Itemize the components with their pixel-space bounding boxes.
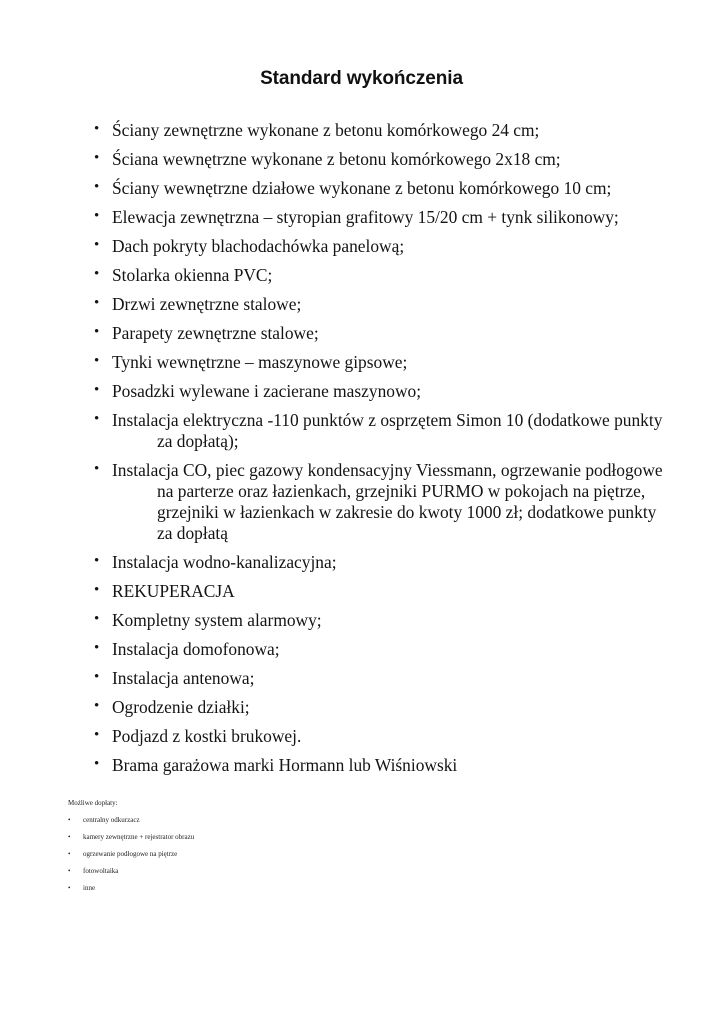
- list-item-text: Kompletny system alarmowy;: [112, 610, 322, 630]
- bullet-icon: •: [94, 640, 100, 656]
- list-item-text: Instalacja wodno-kanalizacyjna;: [112, 552, 337, 572]
- list-item: [92, 352, 692, 373]
- list-item: [92, 726, 692, 747]
- list-item-text: Instalacja CO, piec gazowy kondensacyjny Viessmann, ogrzewanie podłogowe: [112, 460, 663, 480]
- list-item-text: Drzwi zewnętrzne stalowe;: [112, 294, 302, 314]
- extra-list-item-text: kamery zewnętrzne + rejestrator obrazu: [83, 833, 195, 841]
- list-item-text: Parapety zewnętrzne stalowe;: [112, 323, 319, 343]
- list-item: [92, 610, 692, 631]
- extra-list-item: [68, 867, 194, 876]
- list-item-text: Instalacja elektryczna -110 punktów z osprzętem Simon 10 (dodatkowe punkty: [112, 410, 663, 430]
- list-item-text: Ogrodzenie działki;: [112, 697, 250, 717]
- bullet-icon: •: [94, 237, 100, 253]
- list-item-text: Podjazd z kostki brukowej.: [112, 726, 302, 746]
- list-item: [92, 410, 692, 452]
- bullet-icon: •: [94, 727, 100, 743]
- list-item-text: Brama garażowa marki Hormann lub Wiśniowski: [112, 755, 458, 775]
- bullet-icon: •: [94, 208, 100, 224]
- list-item-continuation: grzejniki w łazienkach w zakresie do kwoty 1000 zł; dodatkowe punkty: [157, 502, 657, 522]
- bullet-icon: •: [94, 150, 100, 166]
- bullet-icon: •: [68, 816, 71, 824]
- list-item-text: Ściany zewnętrzne wykonane z betonu komórkowego 24 cm;: [112, 120, 540, 140]
- bullet-icon: •: [94, 611, 100, 627]
- list-item: [92, 381, 692, 402]
- bullet-icon: •: [94, 295, 100, 311]
- bullet-icon: •: [68, 867, 71, 875]
- list-item: [92, 755, 692, 776]
- list-item-text: Tynki wewnętrzne – maszynowe gipsowe;: [112, 352, 408, 372]
- list-item: [92, 460, 692, 544]
- extra-list-item-text: fotowoltaika: [83, 867, 119, 875]
- extra-list-item-text: inne: [83, 884, 96, 892]
- list-item: [92, 149, 692, 170]
- extra-list-item-text: ogrzewanie podłogowe na piętrze: [83, 850, 178, 858]
- list-item: [92, 323, 692, 344]
- list-item: [92, 668, 692, 689]
- list-item: [92, 120, 692, 141]
- list-item-text: Stolarka okienna PVC;: [112, 265, 273, 285]
- extra-list-item: [68, 884, 194, 893]
- list-item: [92, 581, 692, 602]
- optional-extras-heading: Możliwe dopłaty:: [68, 799, 118, 807]
- list-item-text: Posadzki wylewane i zacierane maszynowo;: [112, 381, 422, 401]
- optional-extras-section: [68, 799, 194, 901]
- list-item: [92, 207, 692, 228]
- list-item: [92, 265, 692, 286]
- bullet-icon: •: [94, 461, 100, 477]
- page-title: Standard wykończenia: [260, 68, 463, 89]
- bullet-icon: •: [94, 411, 100, 427]
- bullet-icon: •: [68, 833, 71, 841]
- bullet-icon: •: [94, 179, 100, 195]
- bullet-icon: •: [94, 121, 100, 137]
- list-item: [92, 552, 692, 573]
- list-item-continuation: na parterze oraz łazienkach, grzejniki PURMO w pokojach na piętrze,: [157, 481, 646, 501]
- list-item-text: REKUPERACJA: [112, 581, 235, 601]
- extra-list-item: [68, 816, 194, 825]
- list-item-continuation: za dopłatą: [157, 523, 228, 543]
- list-item-text: Dach pokryty blachodachówka panelową;: [112, 236, 405, 256]
- extra-list-item: [68, 850, 194, 859]
- bullet-icon: •: [94, 698, 100, 714]
- list-item-text: Instalacja antenowa;: [112, 668, 255, 688]
- optional-extras-list: [68, 816, 194, 893]
- bullet-icon: •: [94, 756, 100, 772]
- list-item: [92, 178, 692, 199]
- bullet-icon: •: [94, 324, 100, 340]
- list-item-text: Elewacja zewnętrzna – styropian grafitowy 15/20 cm + tynk silikonowy;: [112, 207, 619, 227]
- bullet-icon: •: [68, 884, 71, 892]
- list-item: [92, 639, 692, 660]
- list-item-text: Instalacja domofonowa;: [112, 639, 280, 659]
- bullet-icon: •: [94, 382, 100, 398]
- list-item: [92, 236, 692, 257]
- list-item-text: Ściana wewnętrzne wykonane z betonu komórkowego 2x18 cm;: [112, 149, 561, 169]
- bullet-icon: •: [68, 850, 71, 858]
- extra-list-item-text: centralny odkurzacz: [83, 816, 140, 824]
- list-item-text: Ściany wewnętrzne działowe wykonane z betonu komórkowego 10 cm;: [112, 178, 612, 198]
- list-item-continuation: za dopłatą);: [157, 431, 239, 451]
- bullet-icon: •: [94, 582, 100, 598]
- bullet-icon: •: [94, 553, 100, 569]
- list-item: [92, 294, 692, 315]
- extra-list-item: [68, 833, 194, 842]
- bullet-icon: •: [94, 669, 100, 685]
- bullet-icon: •: [94, 353, 100, 369]
- finishing-standard-list: [92, 120, 692, 784]
- list-item: [92, 697, 692, 718]
- bullet-icon: •: [94, 266, 100, 282]
